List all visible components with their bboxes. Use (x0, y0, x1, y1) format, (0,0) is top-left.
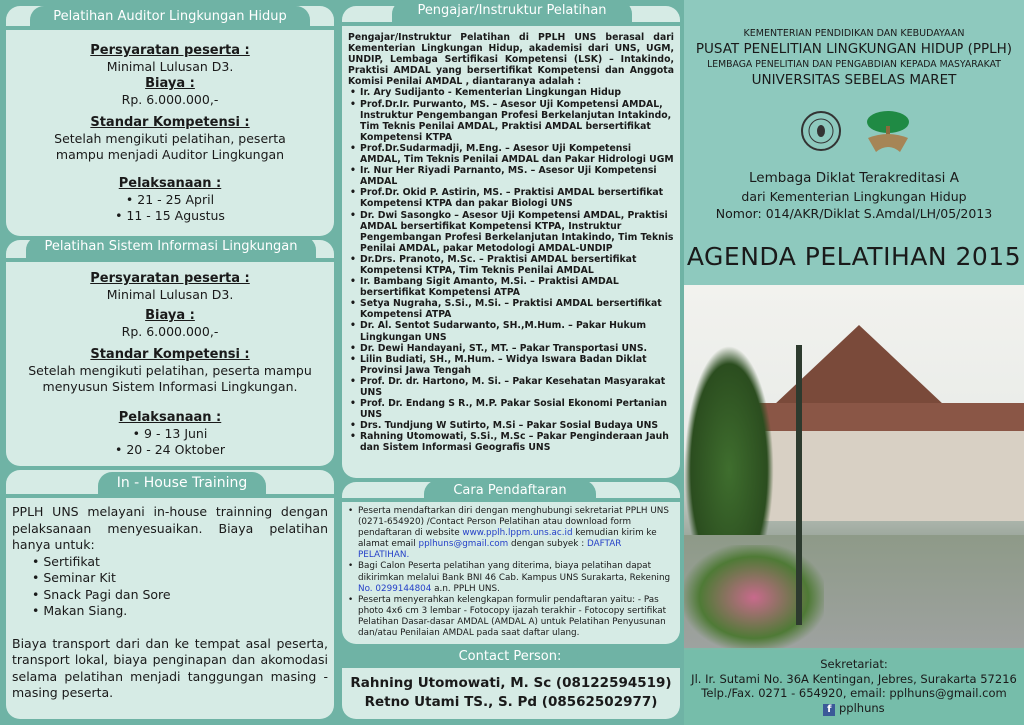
accreditation-source: dari Kementerian Lingkungan Hidup (741, 189, 967, 204)
campus-building-photo (684, 285, 1024, 650)
facebook-icon: f (823, 704, 835, 716)
comp-value: Setelah mengikuti pelatihan, peserta mampu menyusun Sistem Informasi Lingkungan. (28, 363, 312, 394)
req-label: Persyaratan peserta : (90, 43, 250, 58)
instructor-item: • Dr.Drs. Pranoto, M.Sc. – Praktisi AMDAL bersertifikat Kompetensi KTPA, Tim Teknis Penilai AMDAL (348, 254, 674, 276)
fee-value: Rp. 6.000.000,- (121, 92, 219, 107)
accreditation-number: Nomor: 014/AKR/Diklat S.Amdal/LH/05/2013 (715, 206, 993, 221)
instructors-panel (342, 3, 680, 478)
instructor-item: • Prof.Dr.Sudarmadji, M.Eng. – Asesor Uji Kompetensi AMDAL, Tim Teknis Penilai AMDAL dan Pakar Hidrologi UGM (348, 143, 674, 165)
date-item: • 21 - 25 April (125, 192, 215, 207)
inhouse-item: • Snack Pagi dan Sore (32, 586, 171, 602)
registration-step: • Bagi Calon Peserta pelatihan yang diterima, biaya pelatihan dapat dikirimkan melalui Bank BNI 46 Cab. Kampus UNS Surakarta, Rekening No. 0299144804 a.n. PPLH UNS. (346, 561, 674, 594)
klh-tree-logo-icon (864, 108, 912, 156)
instructor-item: • Rahning Utomowati, S.Si., M.Sc – Pakar Penginderaan Jauh dan Sistem Informasi Geografis UNS (348, 431, 674, 453)
contact-title: Contact Person: (442, 646, 578, 668)
instructors-title: Pengajar/Instruktur Pelatihan (392, 0, 632, 22)
inhouse-intro: PPLH UNS melayani in-house trainning dengan pelaksanaan menyesuaikan. Biaya pelatihan hanya untuk: (12, 504, 328, 552)
instructor-item: • Dr. Dewi Handayani, ST., MT. – Pakar Transportasi UNS. (348, 343, 674, 354)
registration-panel (342, 482, 680, 644)
inhouse-item: • Seminar Kit (32, 570, 116, 585)
instructor-item: • Drs. Tundjung W Sutirto, M.Si – Pakar Sosial Budaya UNS (348, 420, 674, 431)
instructor-item: • Prof.Dr. Okid P. Astirin, MS. – Praktisi AMDAL bersertifikat Kompetensi KTPA dan pakar Biologi UNS (348, 187, 674, 209)
center-name: PUSAT PENELITIAN LINGKUNGAN HIDUP (PPLH) (695, 41, 1013, 57)
website-link[interactable]: www.pplh.lppm.uns.ac.id (462, 528, 573, 539)
email-link[interactable]: pplhuns@gmail.com (418, 539, 509, 550)
secretariat-label: Sekretariat: (820, 657, 888, 671)
inhouse-title: In - House Training (98, 472, 266, 494)
registration-title: Cara Pendaftaran (424, 480, 596, 502)
university: UNIVERSITAS SEBELAS MARET (751, 72, 957, 88)
uns-logo-icon (799, 108, 843, 154)
req-value: Minimal Lulusan D3. (106, 59, 234, 74)
instructor-item: • Prof. Dr. dr. Hartono, M. Si. – Pakar Kesehatan Masyarakat UNS (348, 376, 674, 398)
ministry: KEMENTERIAN PENDIDIKAN DAN KEBUDAYAAN (743, 28, 965, 39)
fee-label: Biaya : (145, 308, 195, 323)
phone-email: Telp./Fax. 0271 - 654920, email: pplhuns@gmail.com (701, 686, 1007, 700)
instructor-item: • Prof.Dr.Ir. Purwanto, MS. – Asesor Uji Kompetensi AMDAL, Instruktur Pengembangan Profesi Berkelanjutan Intakindo, Tim Teknis Penilai AMDAL, Praktisi AMDAL bersertifikat Kompetensi KTPA (348, 99, 674, 143)
sil-title: Pelatihan Sistem Informasi Lingkungan (26, 236, 316, 258)
contact-panel (342, 668, 680, 719)
exec-label: Pelaksanaan : (118, 176, 222, 191)
date-item: • 11 - 15 Agustus (115, 208, 225, 223)
instructor-item: • Ir. Ary Sudijanto - Kementerian Lingkungan Hidup (348, 87, 674, 98)
auditor-title: Pelatihan Auditor Lingkungan Hidup (30, 6, 310, 28)
sil-panel (6, 240, 334, 466)
instructor-item: • Lilin Budiati, SH., M.Hum. – Widya Iswara Badan Diklat Provinsi Jawa Tengah (348, 354, 674, 376)
divider (342, 22, 680, 26)
registration-step: • Peserta menyerahkan kelengkapan formulir pendaftaran yaitu: - Pas photo 4x6 cm 3 lembar - Fotocopy ijazah terakhir - Fotocopy sertifikat Pelatihan Dasar-dasar AMDAL (AMDAL A) untuk Pelatihan Penyusunan dan/atau Penilaian AMDAL pada saat daftar ulang. (346, 595, 674, 639)
instructor-item: • Dr. Dwi Sasongko – Asesor Uji Kompetensi AMDAL, Praktisi AMDAL bersertifikat Kompetensi KTPA, Instruktur Pengembangan Profesi Berkelanjutan Intakindo, Tim Teknis Penilai AMDAL, pakar Metodologi AMDAL-UNDIP (348, 210, 674, 254)
date-item: • 9 - 13 Juni (132, 426, 208, 441)
instructor-item: • Ir. Nur Her Riyadi Parnanto, MS. – Asesor Uji Kompetensi AMDAL (348, 165, 674, 187)
instructors-intro: Pengajar/Instruktur Pelatihan di PPLH UNS berasal dari Kementerian Lingkungan Hidup, akademisi dari UNS, UGM, UNDIP, Lembaga Sertifikasi Kompetensi (LSK) – Intakindo, Praktisi AMDAL yang bersertifikat Kompetensi dan Anggota Komisi Penilai AMDAL , diantaranya adalah : (348, 32, 674, 88)
inhouse-item: • Makan Siang. (32, 603, 128, 618)
agenda-title: AGENDA PELATIHAN 2015 (686, 242, 1022, 271)
comp-label: Standar Kompetensi : (90, 347, 250, 362)
auditor-panel (6, 6, 334, 236)
fee-value: Rp. 6.000.000,- (121, 324, 219, 339)
registration-step: • Peserta mendaftarkan diri dengan menghubungi sekretariat PPLH UNS (0271-654920) /Contact Person Pelatihan atau download form pendaftaran di website www.pplh.lppm.uns.ac.id kemudian kirim ke alamat email pplhuns@gmail.com dengan subyek : DAFTAR PELATIHAN. (346, 506, 674, 561)
inhouse-panel (6, 470, 334, 719)
accreditation: Lembaga Diklat Terakreditasi A (749, 170, 959, 186)
comp-value: Setelah mengikuti pelatihan, peserta mampu menjadi Auditor Lingkungan (54, 131, 286, 162)
contact-person: Retno Utami TS., S. Pd (08562502977) (364, 694, 658, 710)
instructor-item: • Ir. Bambang Sigit Amanto, M.Si. – Praktisi AMDAL bersertifikat Kompetensi ATPA (348, 276, 674, 298)
institute: LEMBAGA PENELITIAN DAN PENGABDIAN KEPADA MASYARAKAT (707, 59, 1001, 70)
address: Jl. Ir. Sutami No. 36A Kentingan, Jebres, Surakarta 57216 (691, 671, 1017, 686)
divider (6, 258, 334, 262)
secretariat-footer (684, 648, 1024, 725)
cover-header (684, 0, 1024, 285)
left-column (0, 0, 340, 725)
req-value: Minimal Lulusan D3. (106, 287, 234, 302)
date-item: • 20 - 24 Oktober (115, 442, 225, 457)
instructor-item: • Dr. Al. Sentot Sudarwanto, SH.,M.Hum. – Pakar Hukum Lingkungan UNS (348, 320, 674, 342)
instructor-item: • Setya Nugraha, S.Si., M.Si. – Praktisi AMDAL bersertifikat Kompetensi ATPA (348, 298, 674, 320)
inhouse-note: Biaya transport dari dan ke tempat asal peserta, transport lokal, biaya penginapan dan akomodasi selama pelatihan menjadi tanggungan masing - masing peserta. (12, 635, 328, 700)
instructors-list (348, 87, 674, 453)
middle-column (342, 0, 682, 725)
divider (6, 494, 334, 498)
inhouse-item: • Sertifikat (32, 553, 100, 569)
facebook-link[interactable]: f pplhuns (684, 701, 1024, 716)
comp-label: Standar Kompetensi : (90, 115, 250, 130)
exec-label: Pelaksanaan : (118, 410, 222, 425)
contact-person: Rahning Utomowati, M. Sc (08122594519) (350, 675, 672, 691)
req-label: Persyaratan peserta : (90, 271, 250, 286)
fee-label: Biaya : (145, 76, 195, 91)
instructor-item: • Prof. Dr. Endang S R., M.P. Pakar Sosial Ekonomi Pertanian UNS (348, 398, 674, 420)
